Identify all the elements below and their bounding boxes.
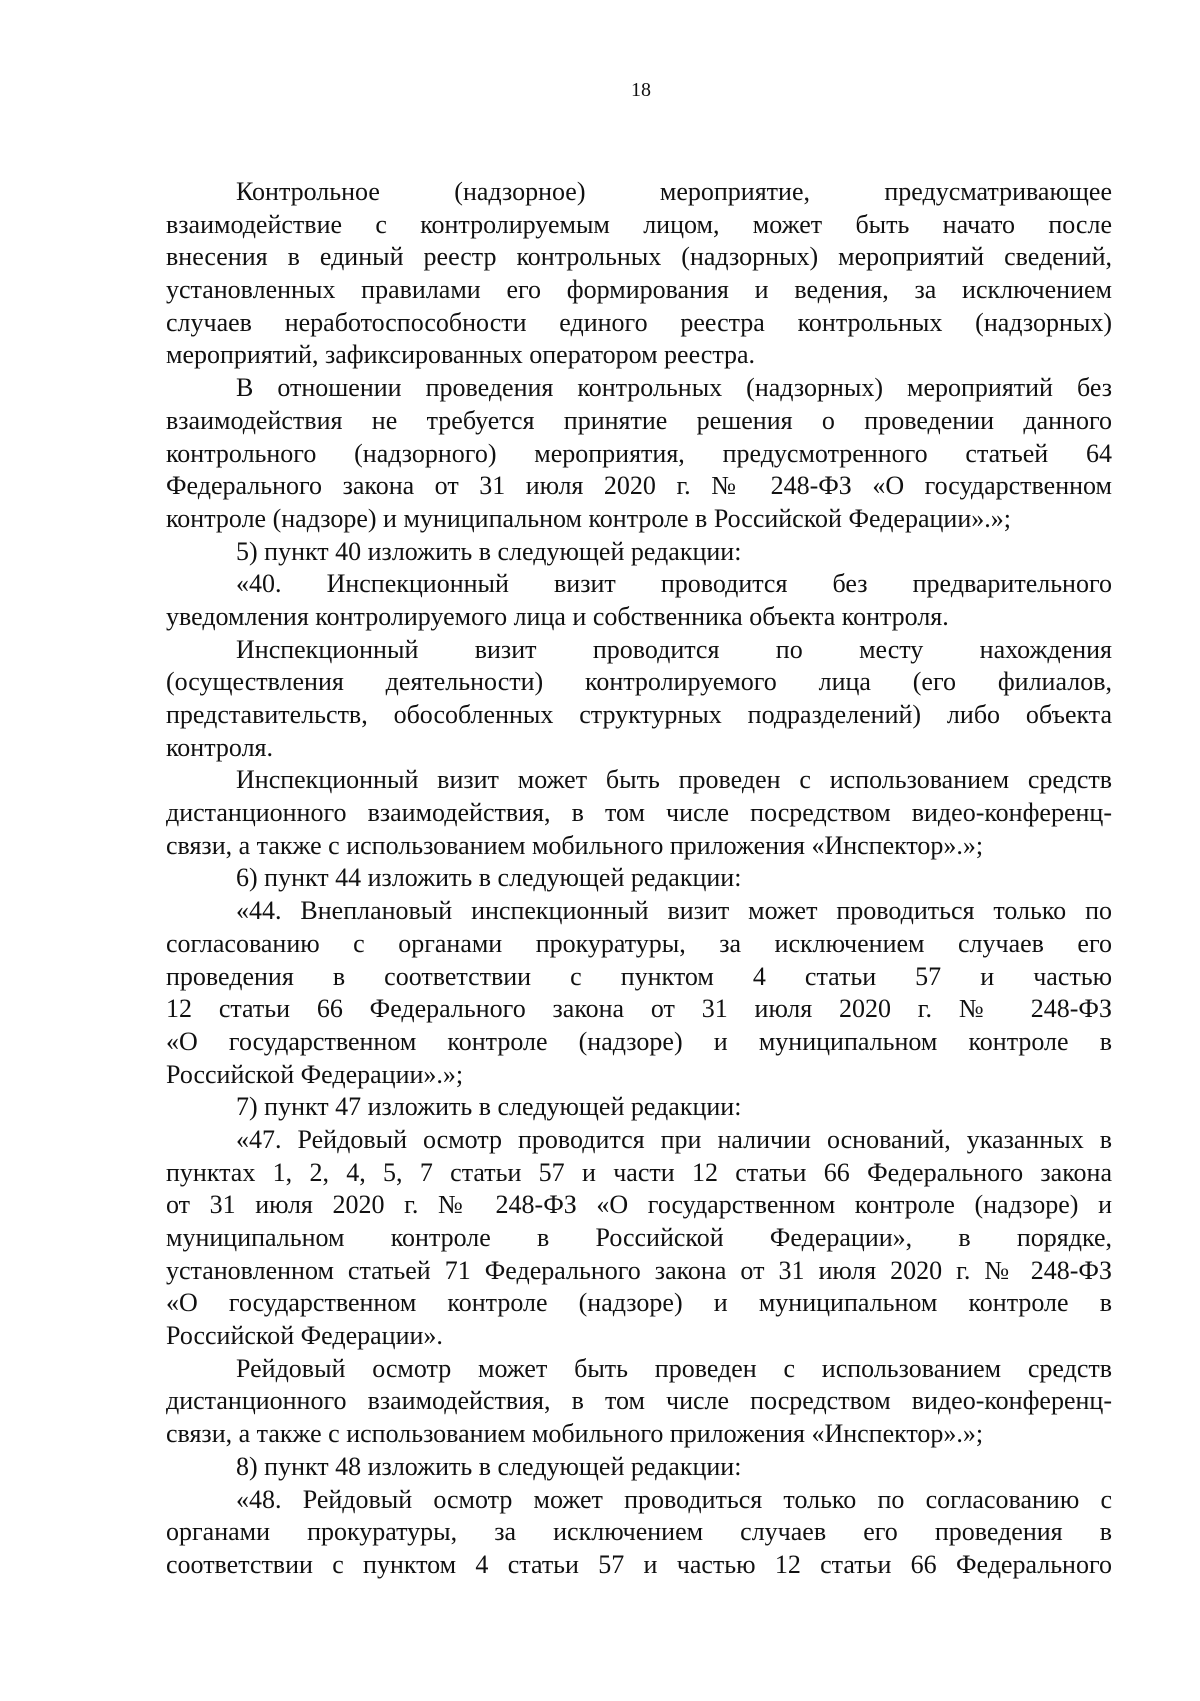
text-line: связи, а также с использованием мобильного приложения «Инспектор».»; (166, 1419, 984, 1449)
text-line: контроля. (166, 732, 273, 762)
text-line: установленных правилами его формирования и ведения, за исключением (166, 275, 1112, 305)
page-number: 18 (631, 79, 651, 101)
text-line: «47. Рейдовый осмотр проводится при наличии оснований, указанных в (236, 1124, 1112, 1154)
text-line: случаев неработоспособности единого реестра контрольных (надзорных) (166, 307, 1112, 337)
text-line: установленном статьей 71 Федерального закона от 31 июля 2020 г. № 248-ФЗ (166, 1255, 1112, 1285)
document-body (166, 176, 1112, 1582)
text-line: 6) пункт 44 изложить в следующей редакции: (236, 863, 742, 893)
text-line: органами прокуратуры, за исключением случаев его проведения в (166, 1517, 1112, 1547)
text-line: Федерального закона от 31 июля 2020 г. № 248-ФЗ «О государственном (166, 471, 1112, 501)
text-line: взаимодействия не требуется принятие решения о проведении данного (166, 405, 1112, 435)
text-line: 5) пункт 40 изложить в следующей редакции: (236, 536, 742, 566)
text-line: «40. Инспекционный визит проводится без предварительного (236, 569, 1112, 599)
text-line: соответствии с пунктом 4 статьи 57 и частью 12 статьи 66 Федерального (166, 1549, 1112, 1579)
text-line: 7) пункт 47 изложить в следующей редакции: (236, 1092, 742, 1122)
text-line: контроле (надзоре) и муниципальном контроле в Российской Федерации».»; (166, 503, 1011, 533)
text-line: Контрольное (надзорное) мероприятие, предусматривающее (236, 177, 1112, 206)
text-line: «44. Внеплановый инспекционный визит может проводиться только по (236, 896, 1112, 926)
text-line: «О государственном контроле (надзоре) и муниципальном контроле в (166, 1026, 1112, 1056)
text-line: «О государственном контроле (надзоре) и муниципальном контроле в (166, 1288, 1112, 1318)
text-line: Рейдовый осмотр может быть проведен с использованием средств (236, 1353, 1112, 1383)
text-line: Инспекционный визит может быть проведен с использованием средств (236, 765, 1112, 795)
text-line: от 31 июля 2020 г. № 248-ФЗ «О государственном контроле (надзоре) и (166, 1190, 1112, 1220)
text-line: контрольного (надзорного) мероприятия, предусмотренного статьей 64 (166, 438, 1112, 468)
text-line: согласованию с органами прокуратуры, за исключением случаев его (166, 928, 1112, 958)
text-line: внесения в единый реестр контрольных (надзорных) мероприятий сведений, (166, 242, 1112, 272)
text-line: Российской Федерации». (166, 1321, 443, 1351)
text-line: дистанционного взаимодействия, в том числе посредством видео-конференц- (166, 798, 1112, 828)
text-line: уведомления контролируемого лица и собственника объекта контроля. (166, 601, 949, 631)
text-line: мероприятий, зафиксированных оператором реестра. (166, 340, 756, 370)
text-line: Российской Федерации».»; (166, 1059, 464, 1089)
text-line: пунктах 1, 2, 4, 5, 7 статьи 57 и части 12 статьи 66 Федерального закона (166, 1157, 1112, 1187)
text-line: 8) пункт 48 изложить в следующей редакции: (236, 1451, 742, 1481)
text-line: представительств, обособленных структурных подразделений) либо объекта (166, 700, 1112, 729)
text-line: взаимодействие с контролируемым лицом, может быть начато после (166, 209, 1112, 239)
text-line: Инспекционный визит проводится по месту нахождения (236, 634, 1112, 664)
text-line: муниципальном контроле в Российской Федерации», в порядке, (166, 1223, 1112, 1252)
text-line: В отношении проведения контрольных (надзорных) мероприятий без (236, 373, 1112, 403)
text-line: дистанционного взаимодействия, в том числе посредством видео-конференц- (166, 1386, 1112, 1416)
text-line: «48. Рейдовый осмотр может проводиться только по согласованию с (236, 1484, 1112, 1514)
text-line: 12 статьи 66 Федерального закона от 31 июля 2020 г. № 248-ФЗ (166, 994, 1112, 1024)
text-line: проведения в соответствии с пунктом 4 статьи 57 и частью (166, 961, 1112, 991)
text-line: (осуществления деятельности) контролируемого лица (его филиалов, (166, 667, 1112, 697)
text-line: связи, а также с использованием мобильного приложения «Инспектор».»; (166, 830, 984, 860)
